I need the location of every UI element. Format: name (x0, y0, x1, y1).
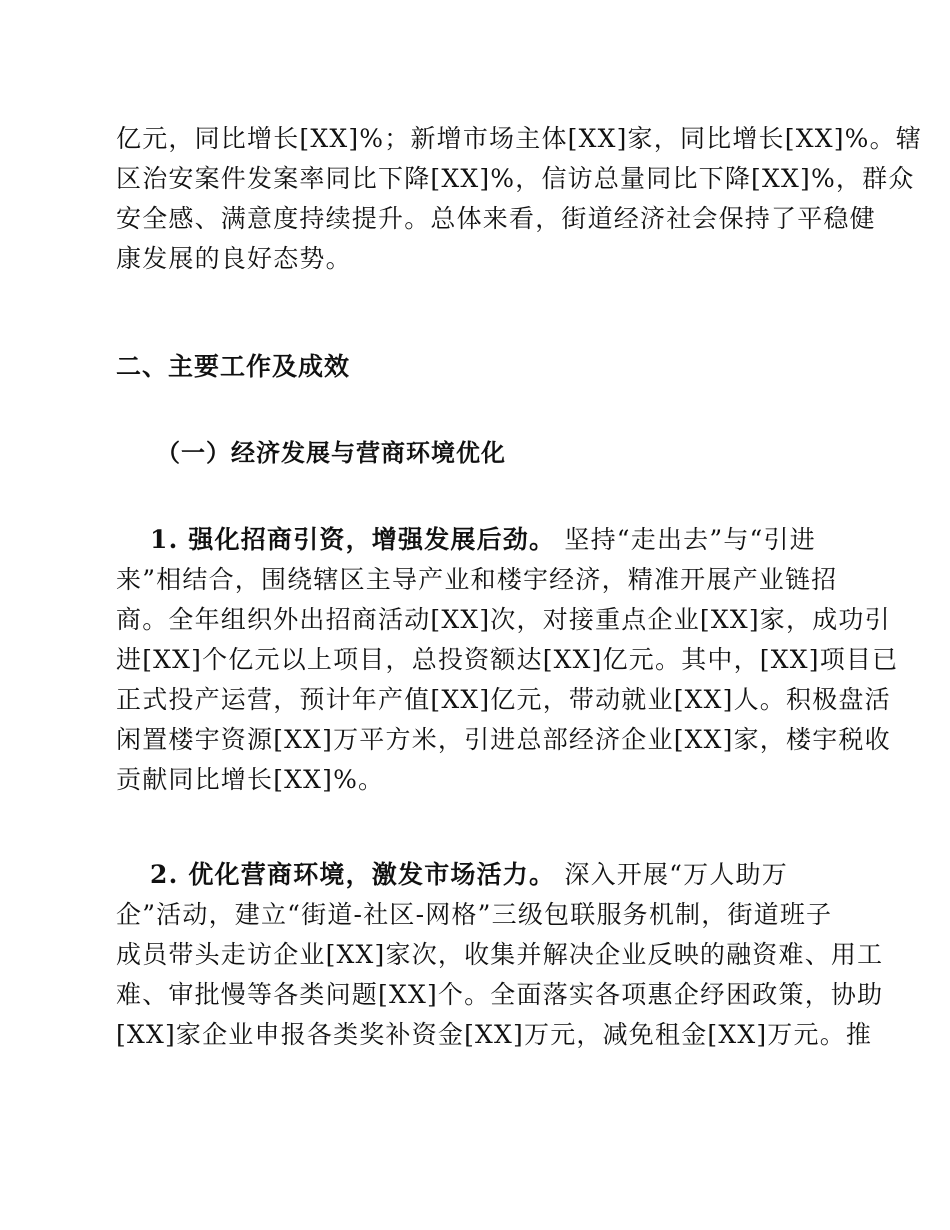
item-2-line-3: 成员带头走访企业[XX]家次，收集并解决企业反映的融资难、用工 (116, 940, 884, 969)
item-2-first-line-rest: 深入开展“万人助万 (555, 860, 788, 889)
intro-line-1: 亿元，同比增长[XX]%；新增市场主体[XX]家，同比增长[XX]%。辖 (116, 124, 923, 153)
section-heading: 二、主要工作及成效 (116, 352, 351, 381)
item-1-line-5: 正式投产运营，预计年产值[XX]亿元，带动就业[XX]人。积极盘活 (116, 685, 891, 714)
item-1-line-4: 进[XX]个亿元以上项目，总投资额达[XX]亿元。其中，[XX]项目已 (116, 645, 899, 674)
item-1-line-6: 闲置楼宇资源[XX]万平方米，引进总部经济企业[XX]家，楼宇税收 (116, 725, 891, 754)
intro-line-4: 康发展的良好态势。 (116, 244, 352, 273)
item-1-first-line-rest: 坚持“走出去”与“引进 (555, 525, 816, 554)
item-2-line-4: 难、审批慢等各类问题[XX]个。全面落实各项惠企纾困政策，协助 (116, 980, 884, 1009)
subsection-heading: （一）经济发展与营商环境优化 (156, 438, 506, 467)
intro-line-2: 区治安案件发案率同比下降[XX]%，信访总量同比下降[XX]%，群众 (116, 164, 915, 193)
item-2-line-5: [XX]家企业申报各类奖补资金[XX]万元，减免租金[XX]万元。推 (116, 1020, 873, 1049)
item-1-line-7: 贡献同比增长[XX]%。 (116, 765, 385, 794)
item-1-line-3: 商。全年组织外出招商活动[XX]次，对接重点企业[XX]家，成功引 (116, 605, 891, 634)
item-1-first-line (150, 521, 816, 559)
item-1-lead: 1. 强化招商引资，增强发展后劲。 (150, 525, 556, 554)
item-2-line-2: 企”活动，建立“街道-社区-网格”三级包联服务机制，街道班子 (116, 900, 833, 929)
item-1-line-2: 来”相结合，围绕辖区主导产业和楼宇经济，精准开展产业链招 (116, 565, 838, 594)
intro-line-3: 安全感、满意度持续提升。总体来看，街道经济社会保持了平稳健 (116, 204, 876, 233)
item-2-first-line (150, 856, 788, 894)
item-2-lead: 2. 优化营商环境，激发市场活力。 (150, 860, 556, 889)
